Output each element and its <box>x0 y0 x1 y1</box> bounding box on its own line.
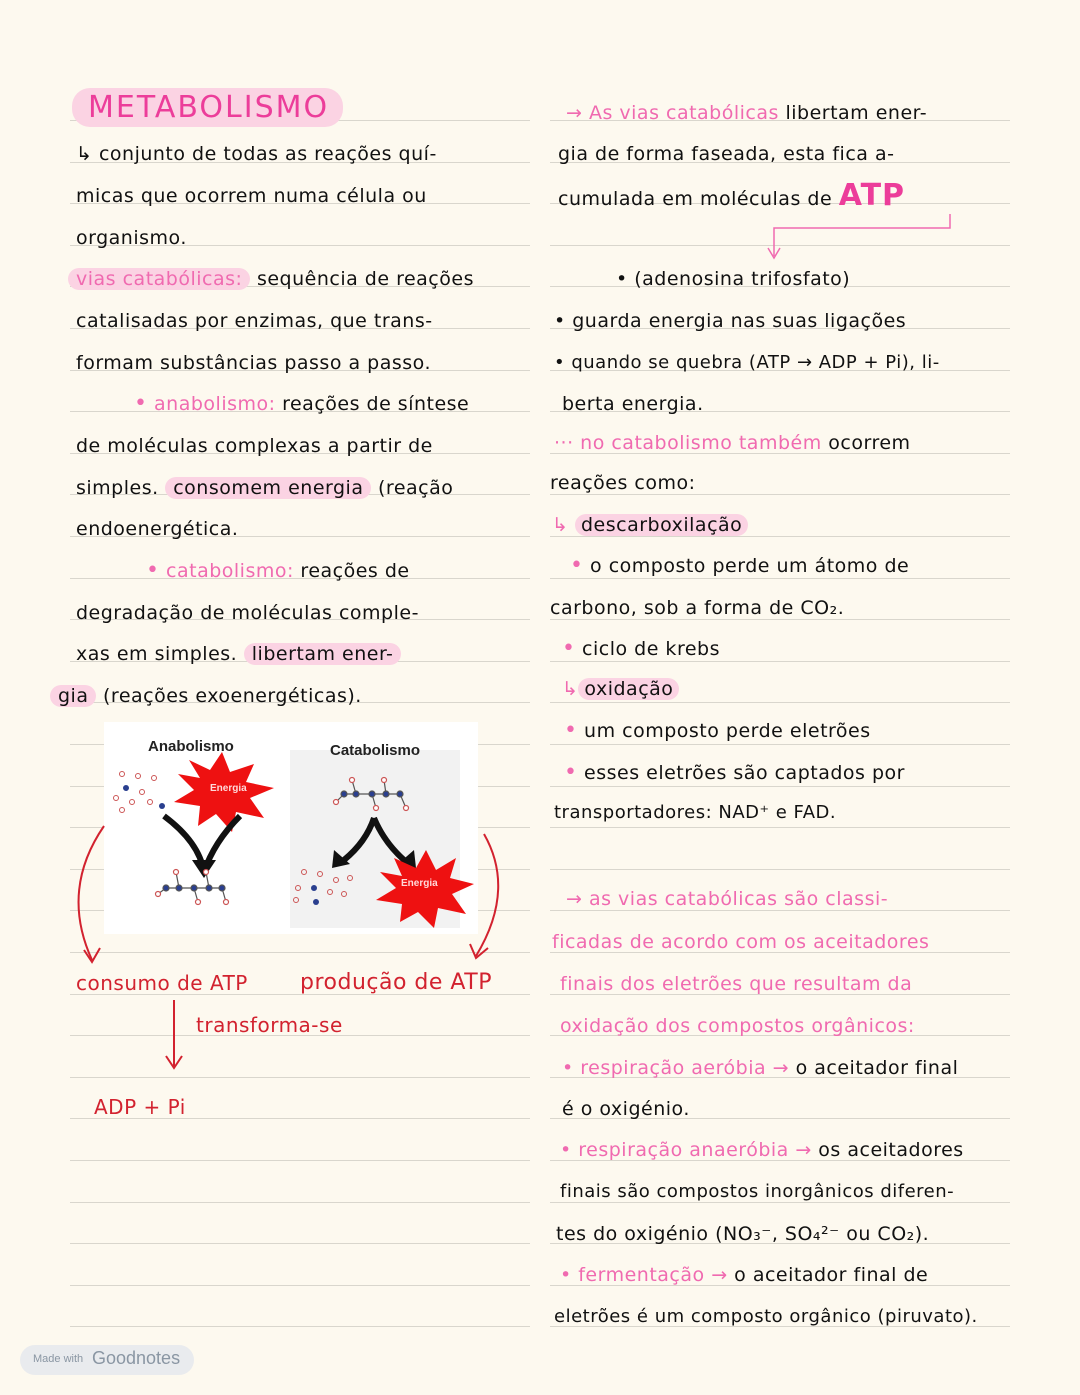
rule-line <box>550 245 1010 246</box>
vias-catabolicas-line <box>68 266 474 292</box>
right-l8-pink: ··· no catabolismo também <box>554 432 822 454</box>
rule-line <box>550 786 1010 787</box>
anabolismo-heading: Anabolismo <box>148 738 234 755</box>
anabolismo-line-4: endoenergética. <box>76 518 239 540</box>
right-l1-rest: libertam ener- <box>778 102 928 124</box>
right-line-24 <box>560 1137 964 1163</box>
made-with-goodnotes-badge[interactable] <box>20 1345 194 1375</box>
atp-label: ATP <box>838 178 906 213</box>
rule-line <box>70 1285 530 1286</box>
catabolismo-line <box>146 558 410 584</box>
right-line-23: é o oxigénio. <box>562 1098 690 1120</box>
catabolismo-label: catabolismo: <box>166 560 294 582</box>
right-l3-text: cumulada em moléculas de <box>558 188 833 210</box>
bullet-icon: • <box>564 718 578 743</box>
vias-catabolicas-label: vias catabólicas: <box>68 268 250 290</box>
right-line-22 <box>562 1055 958 1081</box>
oxidacao-line <box>562 676 679 702</box>
rule-line <box>550 744 1010 745</box>
rule-line <box>70 1077 530 1078</box>
right-line-16 <box>564 760 905 786</box>
made-with-label: Made with <box>33 1353 84 1365</box>
rule-line <box>550 869 1010 870</box>
vias-catabolicas-text: sequência de reações <box>250 268 474 290</box>
energia-label-1: Energia <box>210 783 247 794</box>
catabolismo-line-3 <box>76 641 401 667</box>
catabolismo-line-4 <box>50 683 362 709</box>
descarboxilacao-line <box>552 512 748 538</box>
curved-arrow-left-icon <box>79 826 104 960</box>
anabolismo-text: reações de síntese <box>275 393 470 415</box>
right-line-13 <box>562 636 720 662</box>
right-line-12: carbono, sob a forma de CO₂. <box>550 597 845 619</box>
right-line-3 <box>558 178 906 213</box>
bullet-icon: • <box>562 636 576 661</box>
libertam-energia-highlight: libertam ener- <box>244 643 402 665</box>
right-l16-text: esses eletrões são captados por <box>584 762 905 784</box>
right-l24-rest: os aceitadores <box>811 1139 964 1161</box>
right-l1-vias: vias catabólicas <box>612 102 779 124</box>
right-line-28: eletrões é um composto orgânico (piruvato). <box>554 1306 978 1327</box>
anabolismo-line-2: de moléculas complexas a partir de <box>76 435 433 457</box>
catabolismo-text: reações de <box>293 560 410 582</box>
catab-simples: xas em simples. <box>76 643 238 665</box>
producao-atp-label: produção de ATP <box>300 970 492 995</box>
sub-arrow-icon: ↳ <box>562 678 579 700</box>
gia-highlight: gia <box>50 685 96 707</box>
vias-line-3: formam substâncias passo a passo. <box>76 352 432 374</box>
anab-reacao: (reação <box>371 477 454 499</box>
right-l27-rest: o aceitador final de <box>727 1264 929 1286</box>
fermentacao-label: • fermentação → <box>560 1264 728 1286</box>
right-l22-rest: o aceitador final <box>789 1057 959 1079</box>
right-line-25: finais são compostos inorgânicos diferen- <box>560 1181 955 1202</box>
catabolismo-line-2: degradação de moléculas comple- <box>76 602 419 624</box>
small-molecules-icon <box>114 772 166 813</box>
diagram-drawing <box>104 722 478 934</box>
complex-molecule-icon-2 <box>334 778 409 811</box>
right-line-7: berta energia. <box>562 393 704 415</box>
right-l8-rest: ocorrem <box>821 432 911 454</box>
right-line-26: tes do oxigénio (NO₃⁻, SO₄²⁻ ou CO₂). <box>556 1223 930 1245</box>
right-line-19: ficadas de acordo com os aceitadores <box>552 931 930 953</box>
right-l11-text: o composto perde um átomo de <box>590 555 910 577</box>
goodnotes-brand: Goodnotes <box>92 1348 181 1368</box>
bullet-icon: • <box>146 558 160 583</box>
energy-burst-icon-2 <box>376 850 474 928</box>
right-line-21: oxidação dos compostos orgânicos: <box>560 1015 915 1037</box>
metabolism-diagram <box>104 722 478 934</box>
complex-molecule-icon <box>156 870 229 905</box>
adp-pi-label: ADP + Pi <box>94 1095 186 1119</box>
right-l13-text: ciclo de krebs <box>582 638 720 660</box>
rule-line <box>70 1160 530 1161</box>
right-line-18: → as vias catabólicas são classi- <box>566 888 889 910</box>
anabolismo-line <box>134 391 469 417</box>
sub-arrow-icon: ↳ <box>552 514 569 536</box>
rule-line <box>70 1243 530 1244</box>
bullet-icon: • <box>564 760 578 785</box>
rule-line <box>70 1326 530 1327</box>
rule-line <box>70 1202 530 1203</box>
catab-exoenergeticas: (reações exoenergéticas). <box>96 685 362 707</box>
oxidacao-label: oxidação <box>578 678 679 700</box>
consomem-energia-highlight: consomem energia <box>165 477 371 499</box>
right-line-6: • quando se quebra (ATP → ADP + Pi), li- <box>554 352 940 373</box>
anabolismo-line-3 <box>76 475 453 501</box>
bullet-icon: • <box>134 391 148 416</box>
right-line-17: transportadores: NAD⁺ e FAD. <box>554 802 837 823</box>
energia-label-2: Energia <box>401 878 438 889</box>
respiracao-anaerobia-label: • respiração anaeróbia → <box>560 1139 812 1161</box>
small-molecules-icon-2 <box>294 870 353 906</box>
definition-line-3: organismo. <box>76 227 187 249</box>
rule-line <box>550 827 1010 828</box>
right-line-9: reações como: <box>550 472 696 494</box>
transforma-label: transforma-se <box>196 1013 343 1037</box>
right-l1-arrow: → As <box>566 102 613 124</box>
definition-line-2: micas que ocorrem numa célula ou <box>76 185 427 207</box>
right-l15-text: um composto perde eletrões <box>584 720 871 742</box>
arrow-split-left-icon <box>344 818 374 860</box>
anab-simples: simples. <box>76 477 159 499</box>
bullet-icon: • <box>570 553 584 578</box>
vias-line-2: catalisadas por enzimas, que trans- <box>76 310 433 332</box>
right-line-2: gia de forma faseada, esta fica a- <box>558 143 895 165</box>
rule-line <box>550 702 1010 703</box>
right-line-11 <box>570 553 909 579</box>
rule-line <box>70 952 530 953</box>
right-line-1 <box>566 100 927 126</box>
right-line-27 <box>560 1262 928 1288</box>
right-line-20: finais dos eletrões que resultam da <box>560 973 913 995</box>
catabolismo-heading: Catabolismo <box>330 742 421 759</box>
arrow-split-right-icon <box>374 818 404 860</box>
anabolismo-label: anabolismo: <box>154 393 276 415</box>
right-line-8 <box>554 430 911 456</box>
curved-arrow-right-icon <box>476 834 498 956</box>
descarboxilacao-label: descarboxilação <box>575 514 748 536</box>
right-line-5: • guarda energia nas suas ligações <box>554 310 907 332</box>
definition-line-1: ↳ conjunto de todas as reações quí- <box>76 143 437 165</box>
page-title: METABOLISMO <box>72 88 343 127</box>
right-line-15 <box>564 718 871 744</box>
arrowhead-icon <box>192 860 216 878</box>
atp-arrow-icon <box>774 214 950 256</box>
consumo-atp-label: consumo de ATP <box>76 971 248 995</box>
right-line-4: • (adenosina trifosfato) <box>616 268 851 290</box>
respiracao-aerobia-label: • respiração aeróbia → <box>562 1057 790 1079</box>
